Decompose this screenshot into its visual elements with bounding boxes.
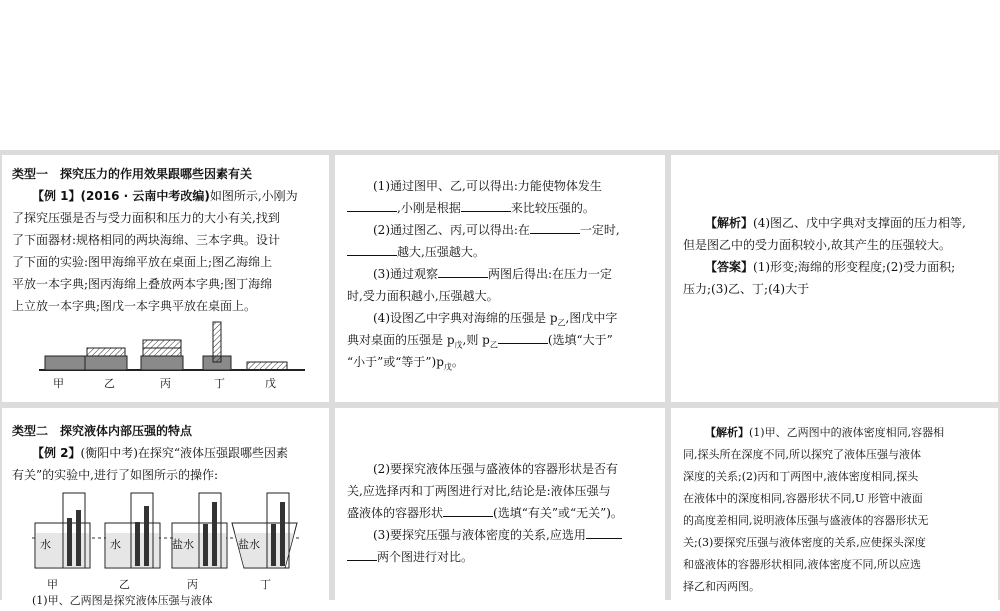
book-ding	[213, 322, 221, 362]
example2-tag: 【例 2】	[32, 446, 81, 460]
example2-line2: 有关”的实验中,进行了如图所示的操作:	[12, 468, 218, 482]
example2-cut-line: (1)甲、乙两图是探究液体压强与液体	[32, 594, 213, 607]
content-grid	[0, 150, 1000, 607]
cell-type1-questions	[335, 155, 665, 402]
q4-line1-start: (4)设图乙中字典对海绵的压强是 p	[373, 311, 558, 325]
q4-line1-end: ,图戊中字	[565, 311, 618, 325]
analysis2-line: 同,探头所在深度不同,所以探究了液体压强与液体	[683, 448, 921, 461]
example1-line: 平放一本字典;图丙海绵上叠放两本字典;图丁海绵	[12, 277, 273, 291]
answer-blank[interactable]	[347, 243, 397, 256]
book-bing-2	[143, 340, 181, 348]
analysis2-line1	[705, 422, 944, 443]
book-wu	[247, 362, 287, 370]
book-yi	[87, 348, 125, 356]
ex2-q3-line1	[373, 524, 622, 546]
example1-line1-rest: 如图所示,小刚为	[209, 189, 298, 203]
ex2-q2-line3-end: (选填“有关”或“无关”)。	[493, 506, 623, 520]
ex2-q3-line2	[347, 546, 473, 568]
figure-label-yi: 乙	[104, 377, 115, 390]
top-blank-area	[0, 0, 1000, 150]
q2-line1	[373, 219, 620, 241]
figure-label-yi: 乙	[119, 578, 130, 591]
figure-label-ding: 丁	[260, 578, 271, 591]
answer-blank[interactable]	[498, 331, 548, 344]
answer1-text: (1)形变;海绵的形变程度;(2)受力面积;	[753, 260, 956, 274]
answer-blank[interactable]	[443, 504, 493, 517]
book-bing-1	[143, 348, 181, 356]
cell-type2-answer	[671, 408, 998, 600]
u-liquid-jia-left	[67, 518, 72, 566]
q4-line3	[347, 351, 464, 378]
example2-line1-rest: (衡阳中考)在探究“液体压强跟哪些因素	[80, 446, 289, 460]
example1-line: 了下面的实验:图甲海绵平放在桌面上;图乙海绵上	[12, 255, 273, 269]
analysis1-text: (4)图乙、戊中字典对支撑面的压力相等,	[753, 216, 966, 230]
liquid-label: 盐水	[238, 538, 260, 551]
answer-blank[interactable]	[347, 199, 397, 212]
answer-tag: 【答案】	[705, 260, 754, 274]
q4-sub: 戊	[454, 340, 463, 350]
figure-label-jia: 甲	[53, 377, 64, 390]
analysis-tag: 【解析】	[705, 426, 749, 439]
liquid-label: 水	[110, 538, 121, 551]
answer-blank[interactable]	[586, 526, 622, 539]
example2-line1	[32, 442, 288, 464]
q4-sub: 乙	[489, 340, 498, 350]
q2-line1-end: 一定时,	[579, 223, 620, 237]
u-liquid-bing-left	[203, 524, 208, 566]
q3-line1-start: (3)通过观察	[373, 267, 438, 281]
ex2-q3-line2-end: 两个图进行对比。	[377, 550, 474, 564]
u-liquid-bing-right	[212, 502, 217, 566]
q4-line2-start: 典对桌面的压强是 p	[347, 333, 455, 347]
figure-label-ding: 丁	[214, 377, 225, 390]
analysis2-line: 深度的关系;(2)丙和丁两图中,液体密度相同,探头	[683, 470, 919, 483]
analysis-tag: 【解析】	[705, 216, 754, 230]
q4-line2-mid: ,则 p	[462, 333, 490, 347]
liquid-label: 盐水	[172, 538, 194, 551]
q3-line1-end: 两图后得出:在压力一定	[488, 267, 613, 281]
analysis2-line: 和盛液体的容器形状相同,液体密度不同,所以应选	[683, 558, 921, 571]
ex2-q3-line1-start: (3)要探究压强与液体密度的关系,应选用	[373, 528, 586, 542]
analysis1-line2: 但是图乙中的受力面积较小,故其产生的压强较大。	[683, 238, 951, 252]
section-heading-type1: 类型一 探究压力的作用效果跟哪些因素有关	[12, 167, 253, 181]
q1-line2	[347, 197, 595, 219]
q4-line3-start: “小于”或“等于”)p	[347, 355, 444, 369]
u-liquid-ding-left	[271, 524, 276, 566]
example1-line: 了下面器材:规格相同的两块海绵、三本字典。设计	[12, 233, 281, 247]
u-liquid-ding-right	[280, 502, 285, 566]
sponge-bing	[141, 356, 183, 370]
analysis2-line: 择乙和丙两图。	[683, 580, 760, 593]
sponge-yi	[85, 356, 127, 370]
cell-type2-question	[2, 408, 329, 607]
figure-label-bing: 丙	[160, 377, 171, 390]
answer1-line2: 压力;(3)乙、丁;(4)大于	[683, 282, 810, 296]
cell-type1-question	[2, 155, 329, 402]
analysis2-line: 在液体中的深度相同,容器形状不同,U 形管中液面	[683, 492, 923, 505]
analysis2-text: (1)甲、乙两图中的液体密度相同,容器相	[749, 426, 945, 439]
u-liquid-yi-right	[144, 506, 149, 566]
answer-blank[interactable]	[347, 548, 377, 561]
liquid-label: 水	[40, 538, 51, 551]
u-liquid-jia-right	[76, 510, 81, 566]
figure-label-bing: 丙	[187, 578, 198, 591]
ex2-q2-line3-start: 盛液体的容器形状	[347, 506, 444, 520]
q4-line2-end: (选填“大于”	[547, 333, 613, 347]
analysis2-line: 的高度差相同,说明液体压强与盛液体的容器形状无	[683, 514, 929, 527]
answer-blank[interactable]	[461, 199, 511, 212]
ex2-q2-line2: 关,应选择丙和丁两图进行对比,结论是:液体压强与	[347, 484, 611, 498]
example1-source: (2016 · 云南中考改编)	[80, 189, 210, 203]
q2-line2-end: 越大,压强越大。	[397, 245, 485, 259]
section-heading-type2: 类型二 探究液体内部压强的特点	[12, 424, 193, 438]
example1-first-line	[32, 185, 298, 207]
ex2-q2-line3	[347, 502, 623, 524]
q4-line3-end: 。	[451, 355, 464, 369]
figure-label-wu: 戊	[265, 377, 276, 390]
cell-type2-questions	[335, 408, 665, 600]
q2-line2	[347, 241, 485, 263]
ex2-q2-line1: (2)要探究液体压强与盛液体的容器形状是否有	[373, 462, 618, 476]
example1-tag: 【例 1】	[32, 189, 81, 203]
u-liquid-yi-left	[135, 522, 140, 566]
q1-line2-end: 来比较压强的。	[510, 201, 595, 215]
q1-line1: (1)通过图甲、乙,可以得出:力能使物体发生	[373, 179, 602, 193]
answer-blank[interactable]	[530, 221, 580, 234]
figure-label-jia: 甲	[47, 578, 58, 591]
q3-line1	[373, 263, 612, 285]
u-tube-figure	[27, 488, 307, 578]
cell-type1-answer	[671, 155, 998, 402]
example1-line: 上立放一本字典;图戊一本字典平放在桌面上。	[12, 299, 257, 313]
answer-blank[interactable]	[438, 265, 488, 278]
q4-sub: 乙	[557, 318, 566, 328]
q4-sub: 戊	[443, 362, 452, 372]
q2-line1-start: (2)通过图乙、丙,可以得出:在	[373, 223, 530, 237]
sponge-jia	[45, 356, 85, 370]
example1-line: 了探究压强是否与受力面积和压力的大小有关,找到	[12, 211, 280, 225]
q1-line2-mid: ,小刚是根据	[397, 201, 461, 215]
answer1-line1	[705, 256, 955, 278]
analysis2-line: 关;(3)要探究压强与液体密度的关系,应使探头深度	[683, 536, 926, 549]
analysis1-line1	[705, 212, 966, 234]
q3-line2: 时,受力面积越小,压强越大。	[347, 289, 499, 303]
